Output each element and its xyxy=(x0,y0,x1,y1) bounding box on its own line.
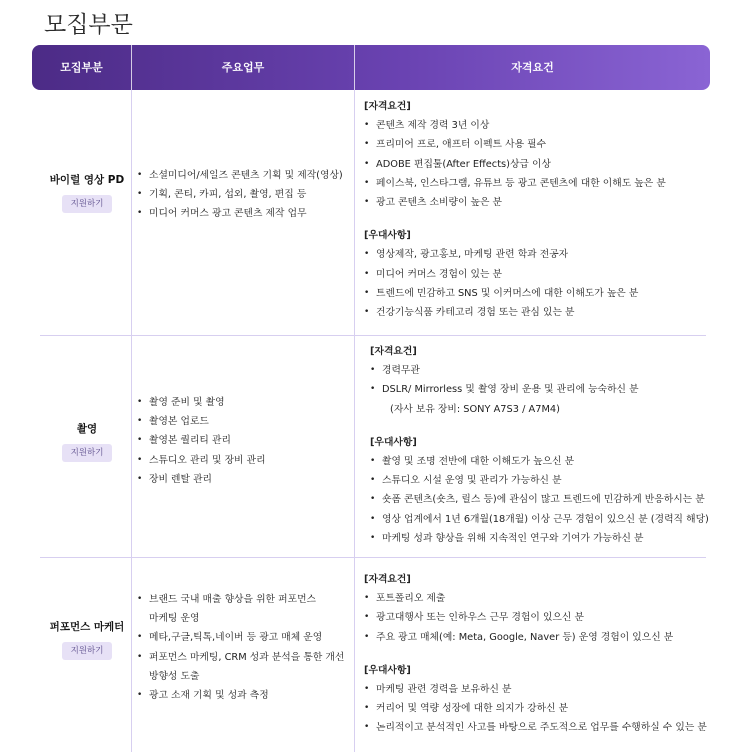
apply-button[interactable]: 지원하기 xyxy=(62,444,112,462)
requirement-item: • 프리미어 프로, 애프터 이펙트 사용 필수 xyxy=(364,135,666,154)
duty-item: • 미디어 커머스 광고 콘텐츠 제작 업무 xyxy=(137,204,343,223)
requirements-heading: [자격요건] xyxy=(364,574,411,585)
duties-list xyxy=(137,590,344,705)
header-duties: 주요업무 xyxy=(221,61,265,74)
requirement-item: • 페이스북, 인스타그램, 유튜브 등 광고 콘텐츠에 대한 이해도 높은 분 xyxy=(364,174,666,193)
duty-item: • 소셜미디어/세일즈 콘텐츠 기획 및 제작(영상) xyxy=(137,166,343,185)
spacer xyxy=(364,212,666,226)
column-divider xyxy=(354,90,355,752)
preference-item: • 마케팅 관련 경력을 보유하신 분 xyxy=(364,680,707,699)
requirements-list xyxy=(364,97,666,322)
spacer xyxy=(364,647,707,661)
requirements-heading: [자격요건] xyxy=(370,346,417,357)
apply-button[interactable]: 지원하기 xyxy=(62,642,112,660)
row-divider xyxy=(40,557,706,558)
requirement-item: • 주요 광고 매체(예: Meta, Google, Naver 등) 운영 경험이 있으신 분 xyxy=(364,628,707,647)
header-requirements: 자격요건 xyxy=(511,61,554,74)
duty-item: • 촬영본 퀄리티 관리 xyxy=(137,431,266,450)
preference-item: • 논리적이고 분석적인 사고를 바탕으로 주도적으로 업무를 수행하실 수 있는 분 xyxy=(364,718,707,737)
duty-item: • 촬영 준비 및 촬영 xyxy=(137,393,266,412)
role-title: 촬영 xyxy=(76,423,98,435)
duty-item: • 스튜디오 관리 및 장비 관리 xyxy=(137,451,266,470)
role-title: 퍼포먼스 마케터 xyxy=(49,621,125,633)
requirement-item: • 광고 콘텐츠 소비량이 높은 분 xyxy=(364,193,666,212)
requirement-item: • 광고대행사 또는 인하우스 근무 경험이 있으신 분 xyxy=(364,608,707,627)
spacer xyxy=(370,419,709,433)
duty-item: • 광고 소재 기획 및 성과 측정 xyxy=(137,686,344,705)
requirement-item: • 경력무관 xyxy=(370,361,709,380)
duty-item-continuation: 방향성 도출 xyxy=(149,670,200,682)
requirement-item: • ADOBE 편집툴(After Effects)상급 이상 xyxy=(364,155,666,174)
duty-item: • 퍼포먼스 마케팅, CRM 성과 분석을 통한 개선 xyxy=(137,648,344,667)
duty-item-continuation: 마케팅 운영 xyxy=(149,613,200,625)
preference-item: • 숏폼 콘텐츠(숏츠, 릴스 등)에 관심이 많고 트렌드에 민감하게 반응하시는 분 xyxy=(370,490,709,509)
preference-item: • 미디어 커머스 경험이 있는 분 xyxy=(364,265,666,284)
preference-item: • 건강기능식품 카테고리 경험 또는 관심 있는 분 xyxy=(364,303,666,322)
preference-item: • 촬영 및 조명 전반에 대한 이해도가 높으신 분 xyxy=(370,452,709,471)
duties-list xyxy=(137,393,266,489)
requirements-heading: [자격요건] xyxy=(364,101,411,112)
preference-item: • 영상제작, 광고홍보, 마케팅 관련 학과 전공자 xyxy=(364,245,666,264)
requirement-item: • 콘텐츠 제작 경력 3년 이상 xyxy=(364,116,666,135)
duty-item: • 장비 렌탈 관리 xyxy=(137,470,266,489)
requirement-item: • DSLR/ Mirrorless 및 촬영 장비 운용 및 관리에 능숙하신 분 xyxy=(370,380,709,399)
requirement-item: • 포트폴리오 제출 xyxy=(364,589,707,608)
preferences-heading: [우대사항] xyxy=(364,230,411,242)
table-header xyxy=(32,45,710,90)
page-title: 모집부문 xyxy=(44,12,133,38)
role-title: 바이럴 영상 PD xyxy=(49,174,125,186)
duty-item: • 촬영본 업로드 xyxy=(137,412,266,431)
apply-button[interactable]: 지원하기 xyxy=(62,195,112,213)
duty-item: • 메타,구글,틱톡,네이버 등 광고 매체 운영 xyxy=(137,628,344,647)
requirements-list xyxy=(364,570,707,738)
preference-item: • 트렌드에 민감하고 SNS 및 이커머스에 대한 이해도가 높은 분 xyxy=(364,284,666,303)
requirements-list xyxy=(370,342,709,548)
duty-item: • 기획, 콘티, 카피, 섭외, 촬영, 편집 등 xyxy=(137,185,343,204)
preferences-heading: [우대사항] xyxy=(364,664,411,676)
preferences-heading: [우대사항] xyxy=(370,436,417,448)
requirement-note: (자사 보유 장비: SONY A7S3 / A7M4) xyxy=(390,403,560,415)
preference-item: • 스튜디오 시설 운영 및 관리가 가능하신 분 xyxy=(370,471,709,490)
header-role: 모집부분 xyxy=(60,61,103,74)
row-divider xyxy=(40,335,706,336)
duty-item: • 브랜드 국내 매출 향상을 위한 퍼포먼스 xyxy=(137,590,344,609)
preference-item: • 마케팅 성과 향상을 위해 지속적인 연구와 기여가 가능하신 분 xyxy=(370,529,709,548)
preference-item: • 영상 업계에서 1년 6개월(18개월) 이상 근무 경험이 있으신 분 (경력직 해당) xyxy=(370,510,709,529)
preference-item: • 커리어 및 역량 성장에 대한 의지가 강하신 분 xyxy=(364,699,707,718)
duties-list xyxy=(137,166,343,224)
